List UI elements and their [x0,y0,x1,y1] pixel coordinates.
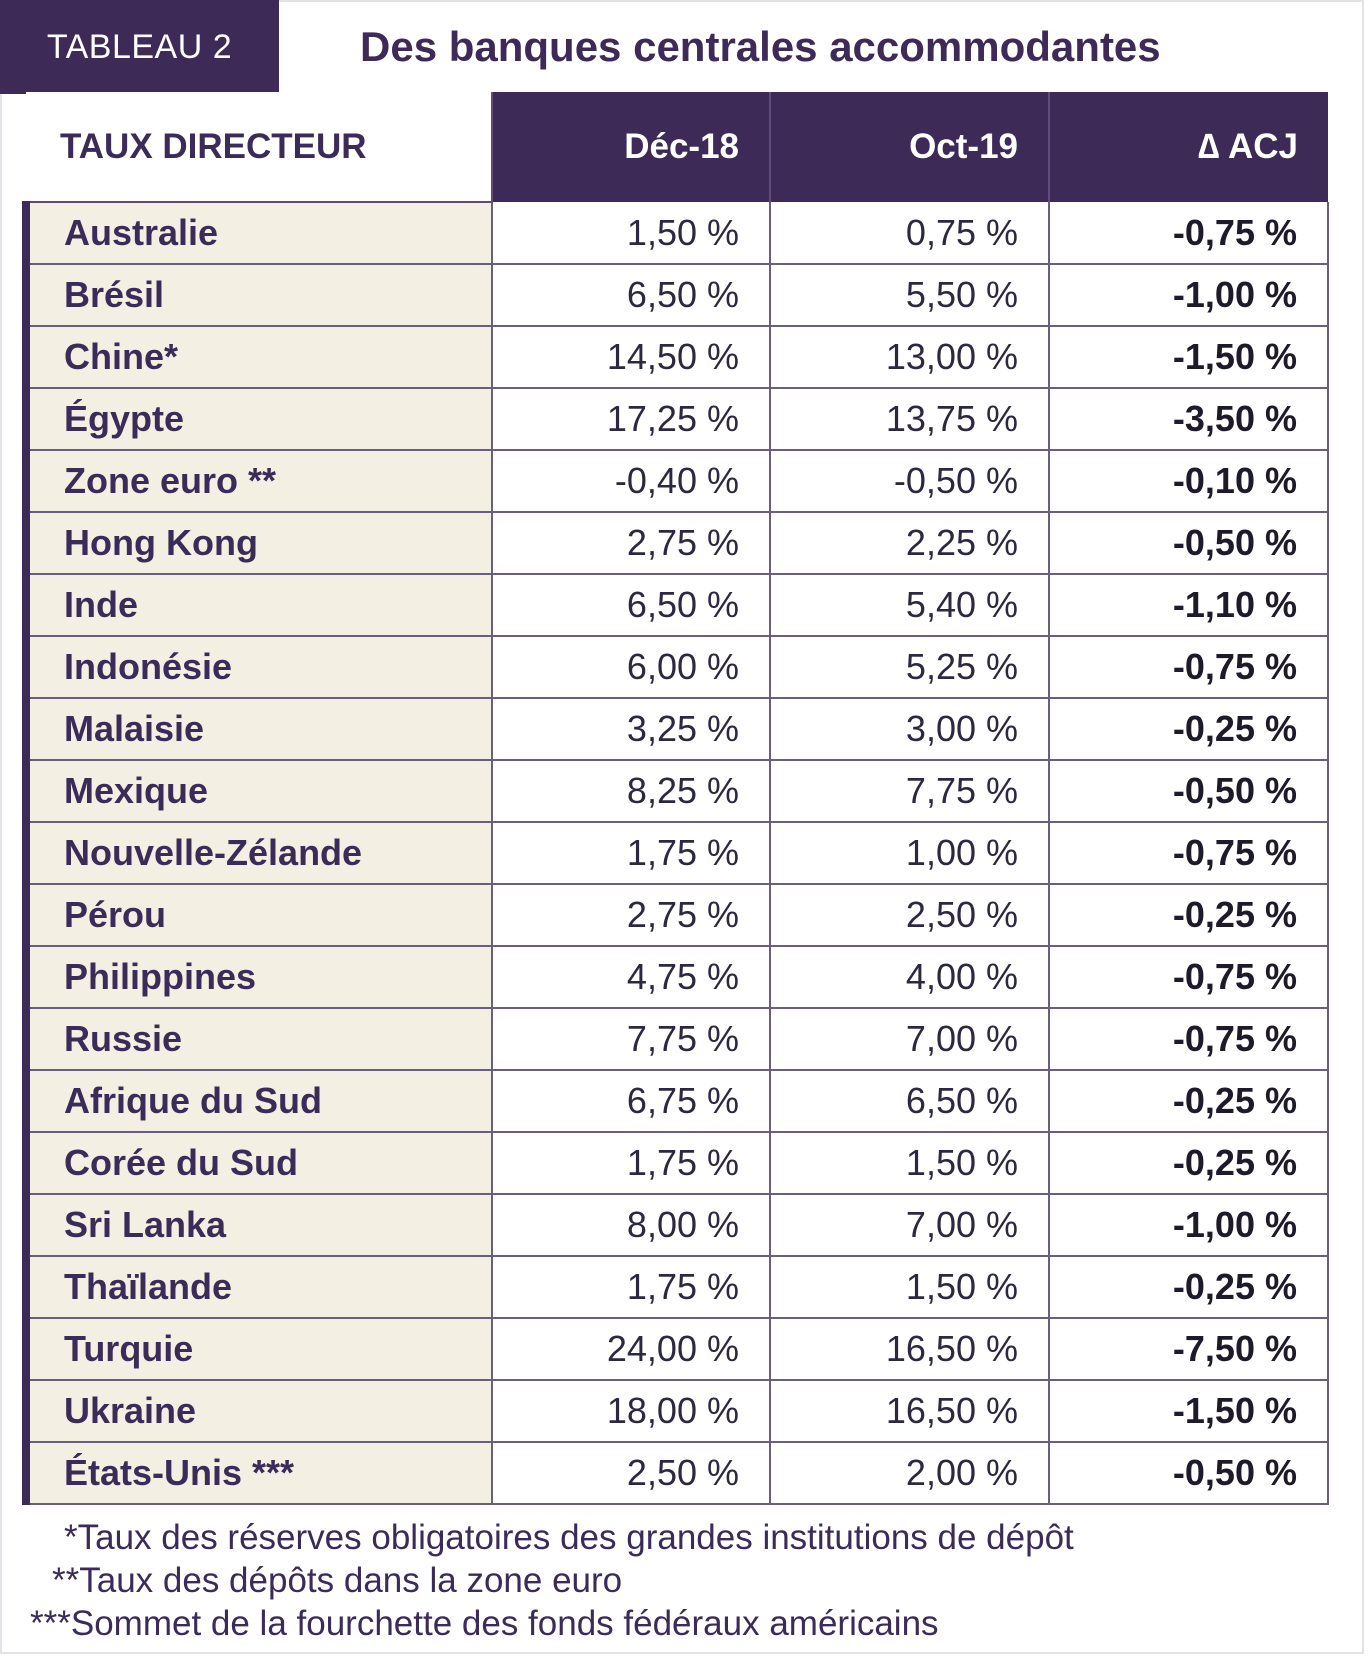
dec18-cell: 14,50 % [492,326,770,388]
country-cell: Turquie [26,1318,492,1380]
country-cell: Hong Kong [26,512,492,574]
column-header-taux-directeur: TAUX DIRECTEUR [26,92,492,202]
dec18-cell: 2,50 % [492,1442,770,1504]
delta-cell: -0,25 % [1049,1070,1328,1132]
oct19-cell: 7,00 % [770,1008,1049,1070]
table-row [26,1256,1328,1318]
dec18-cell: 6,50 % [492,264,770,326]
table-row [26,512,1328,574]
oct19-cell: 3,00 % [770,698,1049,760]
delta-cell: -0,75 % [1049,946,1328,1008]
oct19-cell: 4,00 % [770,946,1049,1008]
table-row [26,636,1328,698]
country-cell: Nouvelle-Zélande [26,822,492,884]
country-cell: Pérou [26,884,492,946]
table-row [26,1380,1328,1442]
country-cell: Australie [26,202,492,264]
delta-cell: -1,10 % [1049,574,1328,636]
table-row [26,574,1328,636]
dec18-cell: 24,00 % [492,1318,770,1380]
oct19-cell: 1,00 % [770,822,1049,884]
country-cell: Brésil [26,264,492,326]
country-cell: Ukraine [26,1380,492,1442]
table-row [26,264,1328,326]
country-cell: Russie [26,1008,492,1070]
oct19-cell: 1,50 % [770,1132,1049,1194]
table-row [26,1008,1328,1070]
delta-cell: -0,50 % [1049,760,1328,822]
oct19-cell: 6,50 % [770,1070,1049,1132]
country-cell: Inde [26,574,492,636]
country-cell: Chine* [26,326,492,388]
oct19-cell: 2,25 % [770,512,1049,574]
country-cell: Zone euro ** [26,450,492,512]
policy-rate-table [22,92,1329,1505]
dec18-cell: 6,50 % [492,574,770,636]
table-row [26,760,1328,822]
column-header-oct19: Oct-19 [770,92,1049,202]
country-cell: Égypte [26,388,492,450]
delta-cell: -3,50 % [1049,388,1328,450]
delta-cell: -0,25 % [1049,884,1328,946]
dec18-cell: 1,50 % [492,202,770,264]
delta-cell: -0,25 % [1049,698,1328,760]
oct19-cell: 7,00 % [770,1194,1049,1256]
oct19-cell: 13,00 % [770,326,1049,388]
country-cell: États-Unis *** [26,1442,492,1504]
delta-cell: -0,75 % [1049,202,1328,264]
oct19-cell: 5,25 % [770,636,1049,698]
country-cell: Afrique du Sud [26,1070,492,1132]
table-body [26,202,1328,1504]
dec18-cell: 6,00 % [492,636,770,698]
page-title: Des banques centrales accommodantes [360,23,1161,70]
oct19-cell: 16,50 % [770,1318,1049,1380]
country-cell: Thaïlande [26,1256,492,1318]
delta-cell: -0,75 % [1049,822,1328,884]
table-row [26,698,1328,760]
table-tag: TABLEAU 2 [0,0,279,94]
dec18-cell: 6,75 % [492,1070,770,1132]
delta-cell: -0,50 % [1049,1442,1328,1504]
footnote: **Taux des dépôts dans la zone euro [52,1561,623,1600]
dec18-cell: 8,25 % [492,760,770,822]
dec18-cell: 2,75 % [492,884,770,946]
column-header-dec18: Déc-18 [492,92,770,202]
table-row [26,822,1328,884]
header-row [26,92,1328,202]
oct19-cell: 5,40 % [770,574,1049,636]
table-row [26,884,1328,946]
oct19-cell: -0,50 % [770,450,1049,512]
table-row [26,450,1328,512]
delta-cell: -0,25 % [1049,1132,1328,1194]
table-row [26,326,1328,388]
table-row [26,1318,1328,1380]
oct19-cell: 16,50 % [770,1380,1049,1442]
table-row [26,946,1328,1008]
oct19-cell: 13,75 % [770,388,1049,450]
dec18-cell: 1,75 % [492,822,770,884]
country-cell: Corée du Sud [26,1132,492,1194]
dec18-cell: 8,00 % [492,1194,770,1256]
table-row [26,1442,1328,1504]
delta-cell: -0,10 % [1049,450,1328,512]
dec18-cell: -0,40 % [492,450,770,512]
dec18-cell: 17,25 % [492,388,770,450]
dec18-cell: 18,00 % [492,1380,770,1442]
column-header-delta-acj: ∆ ACJ [1049,92,1328,202]
dec18-cell: 7,75 % [492,1008,770,1070]
delta-cell: -1,00 % [1049,1194,1328,1256]
footnote: ***Sommet de la fourchette des fonds fédéraux américains [30,1604,939,1643]
delta-cell: -0,50 % [1049,512,1328,574]
table-row [26,1070,1328,1132]
delta-cell: -1,50 % [1049,1380,1328,1442]
footnotes [30,1516,1330,1645]
table-row [26,1194,1328,1256]
oct19-cell: 2,50 % [770,884,1049,946]
delta-cell: -1,00 % [1049,264,1328,326]
dec18-cell: 2,75 % [492,512,770,574]
table-row [26,202,1328,264]
country-cell: Malaisie [26,698,492,760]
country-cell: Sri Lanka [26,1194,492,1256]
delta-cell: -0,75 % [1049,636,1328,698]
country-cell: Indonésie [26,636,492,698]
oct19-cell: 5,50 % [770,264,1049,326]
oct19-cell: 0,75 % [770,202,1049,264]
country-cell: Mexique [26,760,492,822]
footnote: *Taux des réserves obligatoires des grandes institutions de dépôt [64,1518,1074,1557]
oct19-cell: 1,50 % [770,1256,1049,1318]
oct19-cell: 7,75 % [770,760,1049,822]
dec18-cell: 3,25 % [492,698,770,760]
table-row [26,1132,1328,1194]
delta-cell: -0,75 % [1049,1008,1328,1070]
dec18-cell: 1,75 % [492,1132,770,1194]
country-cell: Philippines [26,946,492,1008]
delta-cell: -1,50 % [1049,326,1328,388]
table-row [26,388,1328,450]
oct19-cell: 2,00 % [770,1442,1049,1504]
dec18-cell: 4,75 % [492,946,770,1008]
dec18-cell: 1,75 % [492,1256,770,1318]
delta-cell: -0,25 % [1049,1256,1328,1318]
delta-cell: -7,50 % [1049,1318,1328,1380]
